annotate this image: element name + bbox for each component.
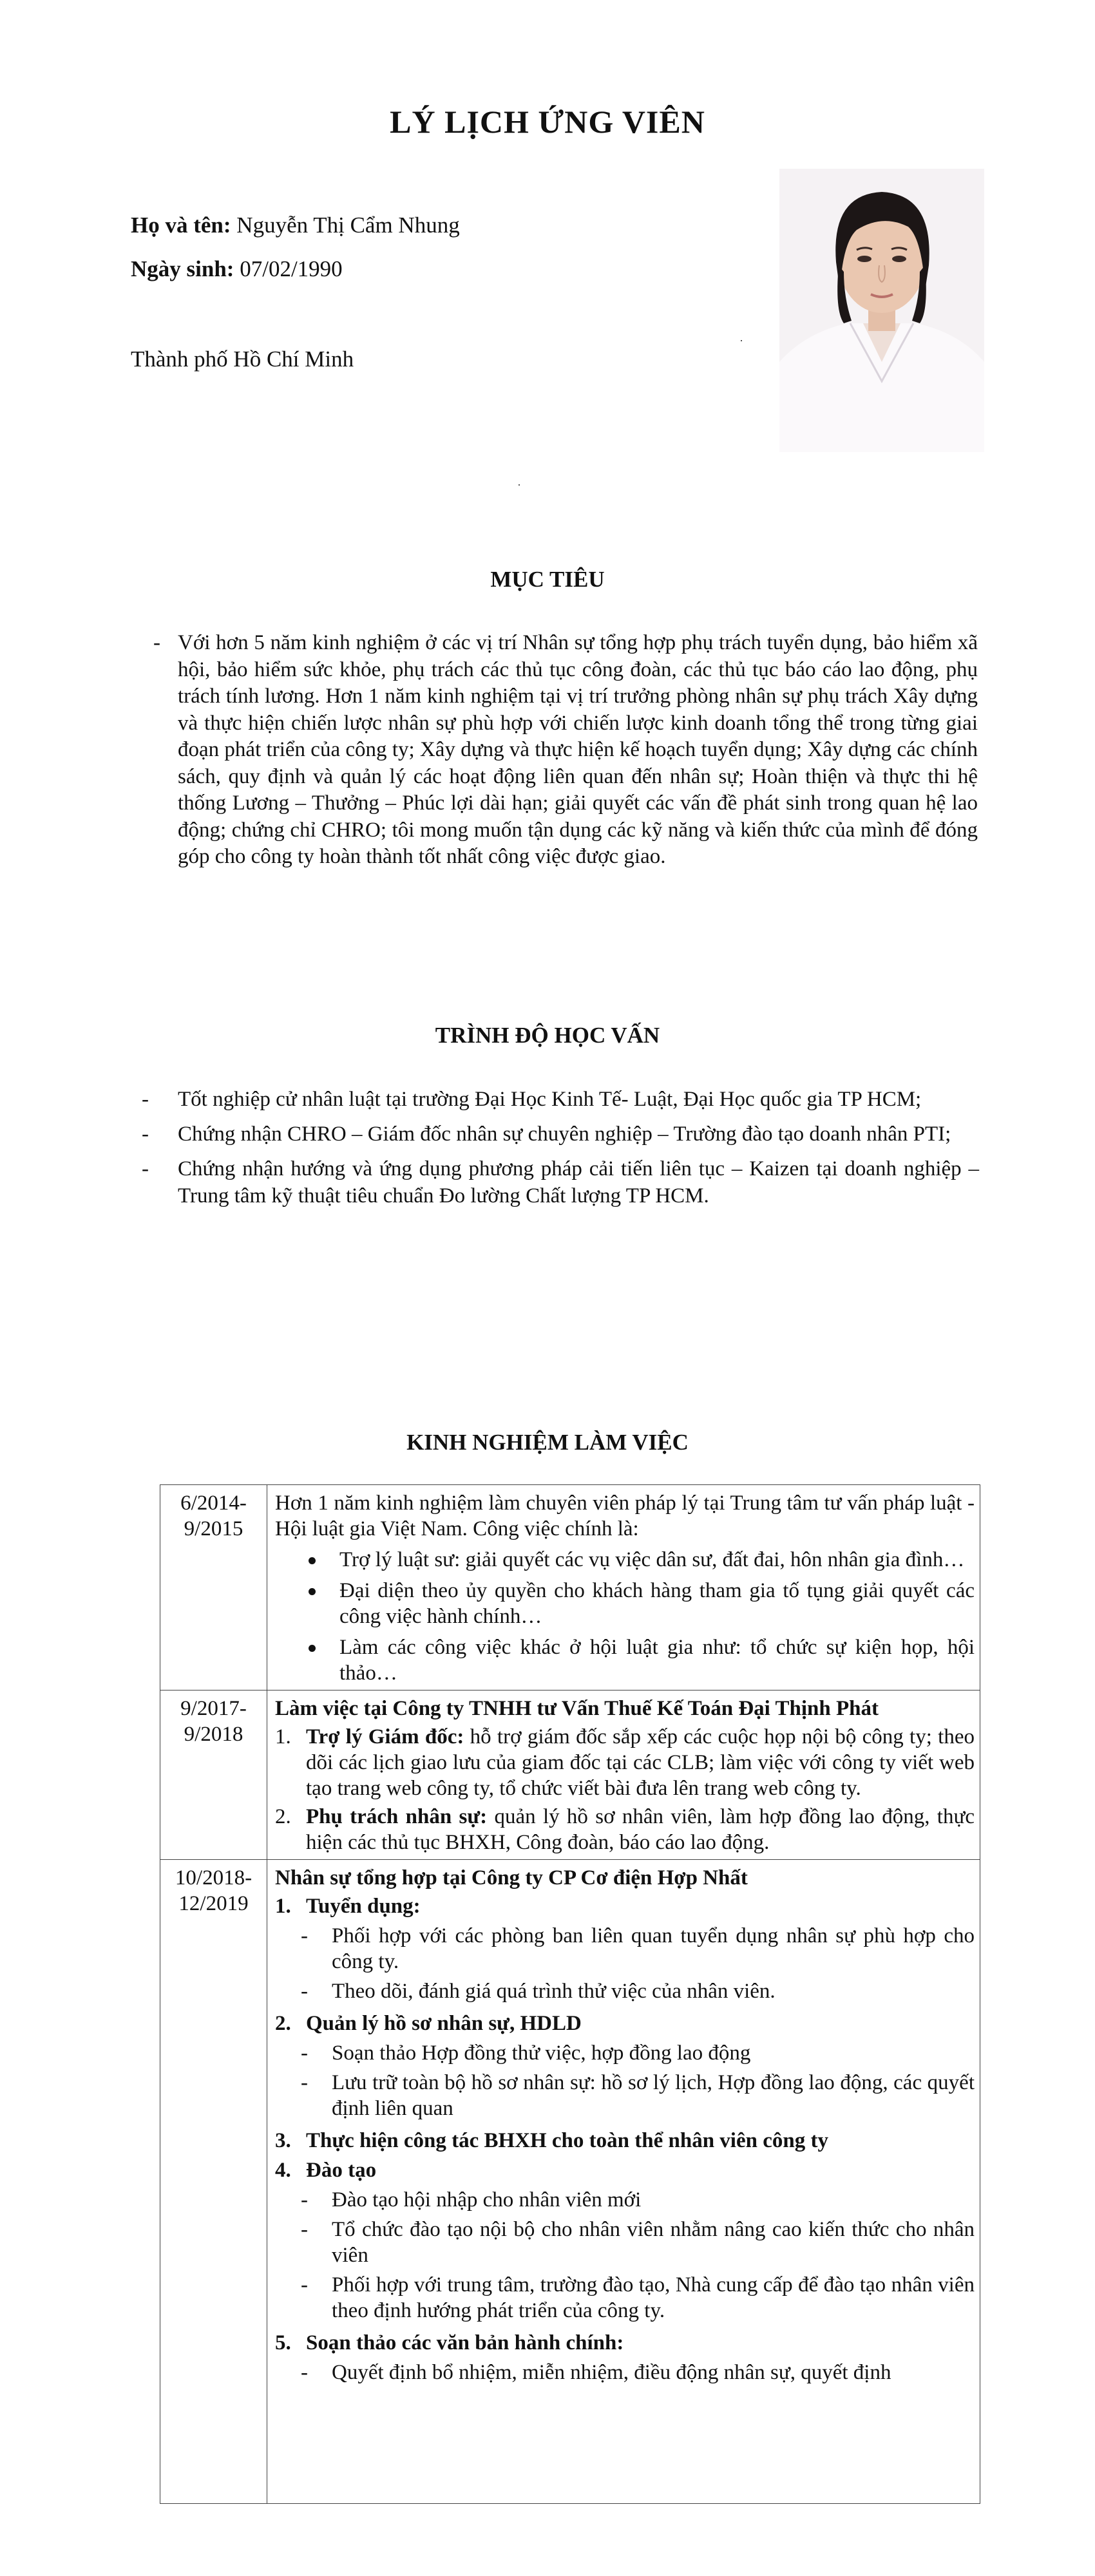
subsection-label: Quản lý hồ sơ nhân sự, HDLD — [306, 2012, 582, 2035]
list-dash: - — [142, 1122, 149, 1146]
subsection-label: Tuyển dụng: — [306, 1895, 421, 1918]
task-text: Soạn thảo Hợp đồng thử việc, hợp đồng lao động — [332, 2041, 751, 2065]
period-start: 6/2014- — [180, 1492, 247, 1515]
table-row — [160, 1690, 980, 1860]
period-cell — [160, 1485, 267, 1690]
list-item — [142, 1121, 979, 1148]
dob-label: Ngày sinh: — [131, 256, 234, 281]
list-dash: - — [301, 2218, 308, 2241]
name-line — [131, 213, 460, 238]
list-item — [275, 2070, 975, 2121]
portrait-illustration — [779, 169, 984, 452]
task-text: Phối hợp với trung tâm, trường đào tạo, Nhà cung cấp để đào tạo nhân viên theo định hướng phát triển của công ty. — [332, 2273, 975, 2322]
job-duty: Trợ lý luật sư: giải quyết các vụ việc dân sư, đất đai, hôn nhân gia đình… — [339, 1548, 965, 1571]
subsection-label: Soạn thảo các văn bản hành chính: — [306, 2331, 624, 2354]
list-item — [275, 2217, 975, 2268]
objective-dash: - — [153, 631, 160, 654]
city-line: Thành phố Hồ Chí Minh — [131, 346, 354, 372]
item-number: 2. — [275, 1805, 291, 1828]
task-text: Theo dõi, đánh giá quá trình thử việc của nhân viên. — [332, 1980, 776, 2003]
duty-text: hỗ trợ giám đốc sắp xếp các cuộc họp nội bộ công ty; theo dõi các lịch giao lưu của giam đốc tại các CLB; làm việc với công ty viết web tạo trang web công ty, tổ chức viết bài đưa lên trang web công ty. — [306, 1725, 975, 1800]
page-title: LÝ LỊCH ỨNG VIÊN — [390, 104, 705, 140]
task-text: Quyết định bổ nhiệm, miễn nhiệm, điều động nhân sự, quyết định — [332, 2361, 891, 2384]
task-text: Phối hợp với các phòng ban liên quan tuyển dụng nhân sự phù hợp cho công ty. — [332, 1924, 975, 1973]
dob-value: 07/02/1990 — [240, 256, 343, 281]
experience-heading: KINH NGHIỆM LÀM VIỆC — [406, 1430, 689, 1455]
education-heading: TRÌNH ĐỘ HỌC VẤN — [435, 1023, 660, 1048]
list-dash: - — [142, 1157, 149, 1180]
list-item — [275, 1724, 975, 1801]
list-item — [275, 1923, 975, 1975]
profile-photo — [779, 169, 984, 452]
subsection-label: Thực hiện công tác BHXH cho toàn thể nhân viên công ty — [306, 2129, 828, 2152]
subsection-label: Đào tạo — [306, 2159, 377, 2182]
list-item — [275, 1578, 975, 1629]
duty-label: Trợ lý Giám đốc: — [306, 1725, 464, 1748]
period-start: 10/2018- — [175, 1866, 252, 1889]
subsection-title — [275, 2157, 975, 2183]
detail-cell — [267, 1860, 980, 2504]
list-item — [275, 1634, 975, 1686]
period-cell — [160, 1690, 267, 1860]
bullet-dot-icon — [275, 1547, 309, 1573]
duty-label: Phụ trách nhân sự: — [306, 1805, 488, 1828]
list-item — [275, 1804, 975, 1855]
duty-text: quản lý hồ sơ nhân viên, làm hợp đồng lao động, thực hiện các thủ tục BHXH, Công đoàn, báo cáo lao động. — [306, 1805, 975, 1854]
subsection-title — [275, 1893, 975, 1919]
item-number: 1. — [275, 1725, 291, 1748]
list-item — [142, 1155, 979, 1209]
list-item — [275, 2187, 975, 2213]
name-value: Nguyễn Thị Cẩm Nhung — [236, 213, 460, 238]
period-end: 9/2018 — [184, 1723, 243, 1746]
list-dash: - — [301, 2041, 308, 2065]
job-heading: Làm việc tại Công ty TNHH tư Vấn Thuế Kế Toán Đại Thịnh Phát — [275, 1697, 879, 1720]
period-cell — [160, 1860, 267, 2504]
subsection-title — [275, 2128, 975, 2154]
table-row — [160, 1485, 980, 1690]
task-text: Lưu trữ toàn bộ hồ sơ nhân sự: hồ sơ lý lịch, Hợp đồng lao động, các quyết định liên quan — [332, 2071, 975, 2120]
period-start: 9/2017- — [180, 1697, 247, 1720]
item-number: 3. — [275, 2129, 291, 2152]
objective-text: Với hơn 5 năm kinh nghiệm ở các vị trí Nhân sự tổng hợp phụ trách tuyển dụng, bảo hiểm xã hội, bảo hiểm sức khỏe, phụ trách các thủ tục công đoàn, các thủ tục báo cáo lao động, phụ trách tính lương. Hơn 1 năm kinh nghiệm tại vị trí trưởng phòng nhân sự phụ trách Xây dựng và thực hiện chiến lược nhân sự phù hợp với chiến lược kinh doanh tổng thể trong từng giai đoạn phát triển của công ty; Xây dựng và thực hiện kế hoạch tuyển dụng; Xây dựng các chính sách, quy định và quản lý các hoạt động liên quan đến nhân sự; Hoàn thiện và thực thi hệ thống Lương – Thưởng – Phúc lợi dài hạn; giải quyết các vấn đề phát sinh trong quan hệ lao động; chứng chỉ CHRO; tôi mong muốn tận dụng các kỹ năng và kiến thức của mình để đóng góp cho công ty hoàn thành tốt nhất công việc được giao. — [178, 631, 978, 868]
subsection-title — [275, 2330, 975, 2356]
list-dash: - — [301, 2273, 308, 2297]
list-dash: - — [301, 2361, 308, 2384]
education-item-3: Chứng nhận hướng và ứng dụng phương pháp cải tiến liên tục – Kaizen tại doanh nghiệp – Trung tâm kỹ thuật tiêu chuẩn Đo lường Chất lượng TP HCM. — [178, 1157, 979, 1208]
job-duty: Đại diện theo ủy quyền cho khách hàng tham gia tố tụng giải quyết các công việc hành chính… — [339, 1579, 975, 1628]
bullet-dot-icon — [275, 1634, 309, 1686]
list-dash: - — [142, 1088, 149, 1111]
job-intro: Hơn 1 năm kinh nghiệm làm chuyên viên pháp lý tại Trung tâm tư vấn pháp luật - Hội luật gia Việt Nam. Công việc chính là: — [275, 1492, 975, 1540]
item-number: 4. — [275, 2159, 291, 2182]
job-heading: Nhân sự tổng hợp tại Công ty CP Cơ điện Hợp Nhất — [275, 1866, 748, 1889]
item-number: 2. — [275, 2012, 291, 2035]
list-item — [275, 2360, 975, 2385]
item-number: 1. — [275, 1895, 291, 1918]
name-label: Họ và tên: — [131, 213, 231, 238]
detail-cell — [267, 1690, 980, 1860]
detail-cell — [267, 1485, 980, 1690]
list-item — [275, 2272, 975, 2324]
list-item — [142, 1086, 979, 1113]
experience-table — [160, 1484, 980, 2504]
job-duty: Làm các công việc khác ở hội luật gia như: tổ chức sự kiện họp, hội thảo… — [339, 1636, 975, 1685]
table-row — [160, 1860, 980, 2504]
period-end: 12/2019 — [178, 1892, 249, 1915]
list-item — [275, 1978, 975, 2004]
bullet-dot-icon — [275, 1578, 309, 1629]
list-dash: - — [301, 1924, 308, 1947]
objective-heading: MỤC TIÊU — [490, 567, 605, 592]
subsection-title — [275, 2011, 975, 2036]
task-text: Tổ chức đào tạo nội bộ cho nhân viên nhằm nâng cao kiến thức cho nhân viên — [332, 2218, 975, 2267]
education-item-1: Tốt nghiệp cử nhân luật tại trường Đại Học Kinh Tế- Luật, Đại Học quốc gia TP HCM; — [178, 1088, 922, 1111]
list-dash: - — [301, 1980, 308, 2003]
education-item-2: Chứng nhận CHRO – Giám đốc nhân sự chuyên nghiệp – Trường đào tạo doanh nhân PTI; — [178, 1122, 951, 1146]
period-end: 9/2015 — [184, 1517, 243, 1540]
task-text: Đào tạo hội nhập cho nhân viên mới — [332, 2188, 642, 2211]
scan-speck — [519, 484, 520, 486]
dob-line — [131, 256, 343, 282]
item-number: 5. — [275, 2331, 291, 2354]
list-item — [275, 1547, 975, 1573]
list-item — [275, 2040, 975, 2066]
scan-speck — [741, 340, 742, 341]
list-dash: - — [301, 2188, 308, 2211]
education-list — [142, 1086, 979, 1217]
list-dash: - — [301, 2071, 308, 2094]
